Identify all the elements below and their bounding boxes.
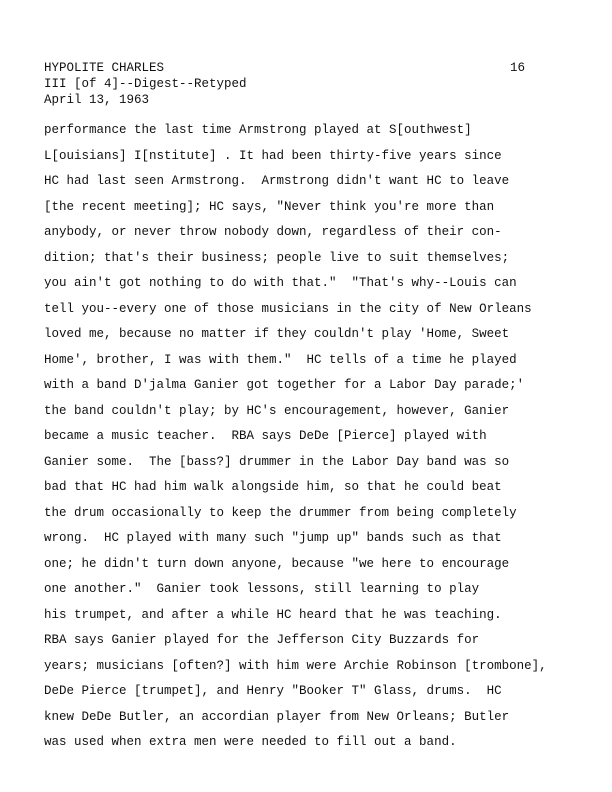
- body-line: you ain't got nothing to do with that." "That's why--Louis can: [44, 276, 517, 290]
- body-line: the band couldn't play; by HC's encouragement, however, Ganier: [44, 403, 510, 418]
- body-line: with a band D'jalma Ganier got together for a Labor Day parade;': [44, 378, 525, 392]
- page-number: 16: [510, 61, 526, 75]
- body-line: anybody, or never throw nobody down, regardless of their con-: [44, 225, 502, 239]
- body-line: RBA says Ganier played for the Jefferson City Buzzards for: [44, 633, 480, 647]
- body-line: the drum occasionally to keep the drummer from being completely: [44, 505, 517, 520]
- body-line: [the recent meeting]; HC says, "Never think you're more than: [44, 199, 495, 214]
- interviewee-name: HYPOLITE CHARLES: [44, 61, 165, 75]
- body-line: Home', brother, I was with them." HC tells of a time he played: [44, 352, 517, 367]
- body-line: years; musicians [often?] with him were Archie Robinson [trombone],: [44, 658, 547, 673]
- body-line: DeDe Pierce [trumpet], and Henry "Booker T" Glass, drums. HC: [44, 684, 502, 698]
- document-header: [44, 60, 247, 108]
- body-line: one another." Ganier took lessons, still learning to play: [44, 582, 480, 596]
- body-line: loved me, because no matter if they couldn't play 'Home, Sweet: [44, 327, 510, 341]
- body-line: became a music teacher. RBA says DeDe [Pierce] played with: [44, 429, 487, 443]
- body-line: bad that HC had him walk alongside him, so that he could beat: [44, 480, 502, 494]
- body-line: knew DeDe Butler, an accordian player from New Orleans; Butler: [44, 709, 510, 724]
- body-line: Ganier some. The [bass?] drummer in the Labor Day band was so: [44, 454, 510, 469]
- body-line: tell you--every one of those musicians in the city of New Orleans: [44, 301, 532, 316]
- body-line: one; he didn't turn down anyone, because "we here to encourage: [44, 556, 510, 571]
- interview-date: April 13, 1963: [44, 93, 150, 107]
- body-line: wrong. HC played with many such "jump up" bands such as that: [44, 531, 502, 545]
- body-line: dition; that's their business; people live to suit themselves;: [44, 250, 510, 265]
- body-line: HC had last seen Armstrong. Armstrong didn't want HC to leave: [44, 174, 510, 188]
- body-line: was used when extra men were needed to fill out a band.: [44, 735, 457, 749]
- body-line: his trumpet, and after a while HC heard that he was teaching.: [44, 607, 502, 622]
- session-info: III [of 4]--Digest--Retyped: [44, 77, 247, 91]
- body-line: L[ouisians] I[nstitute] . It had been thirty-five years since: [44, 148, 502, 163]
- body-line: performance the last time Armstrong played at S[outhwest]: [44, 123, 472, 137]
